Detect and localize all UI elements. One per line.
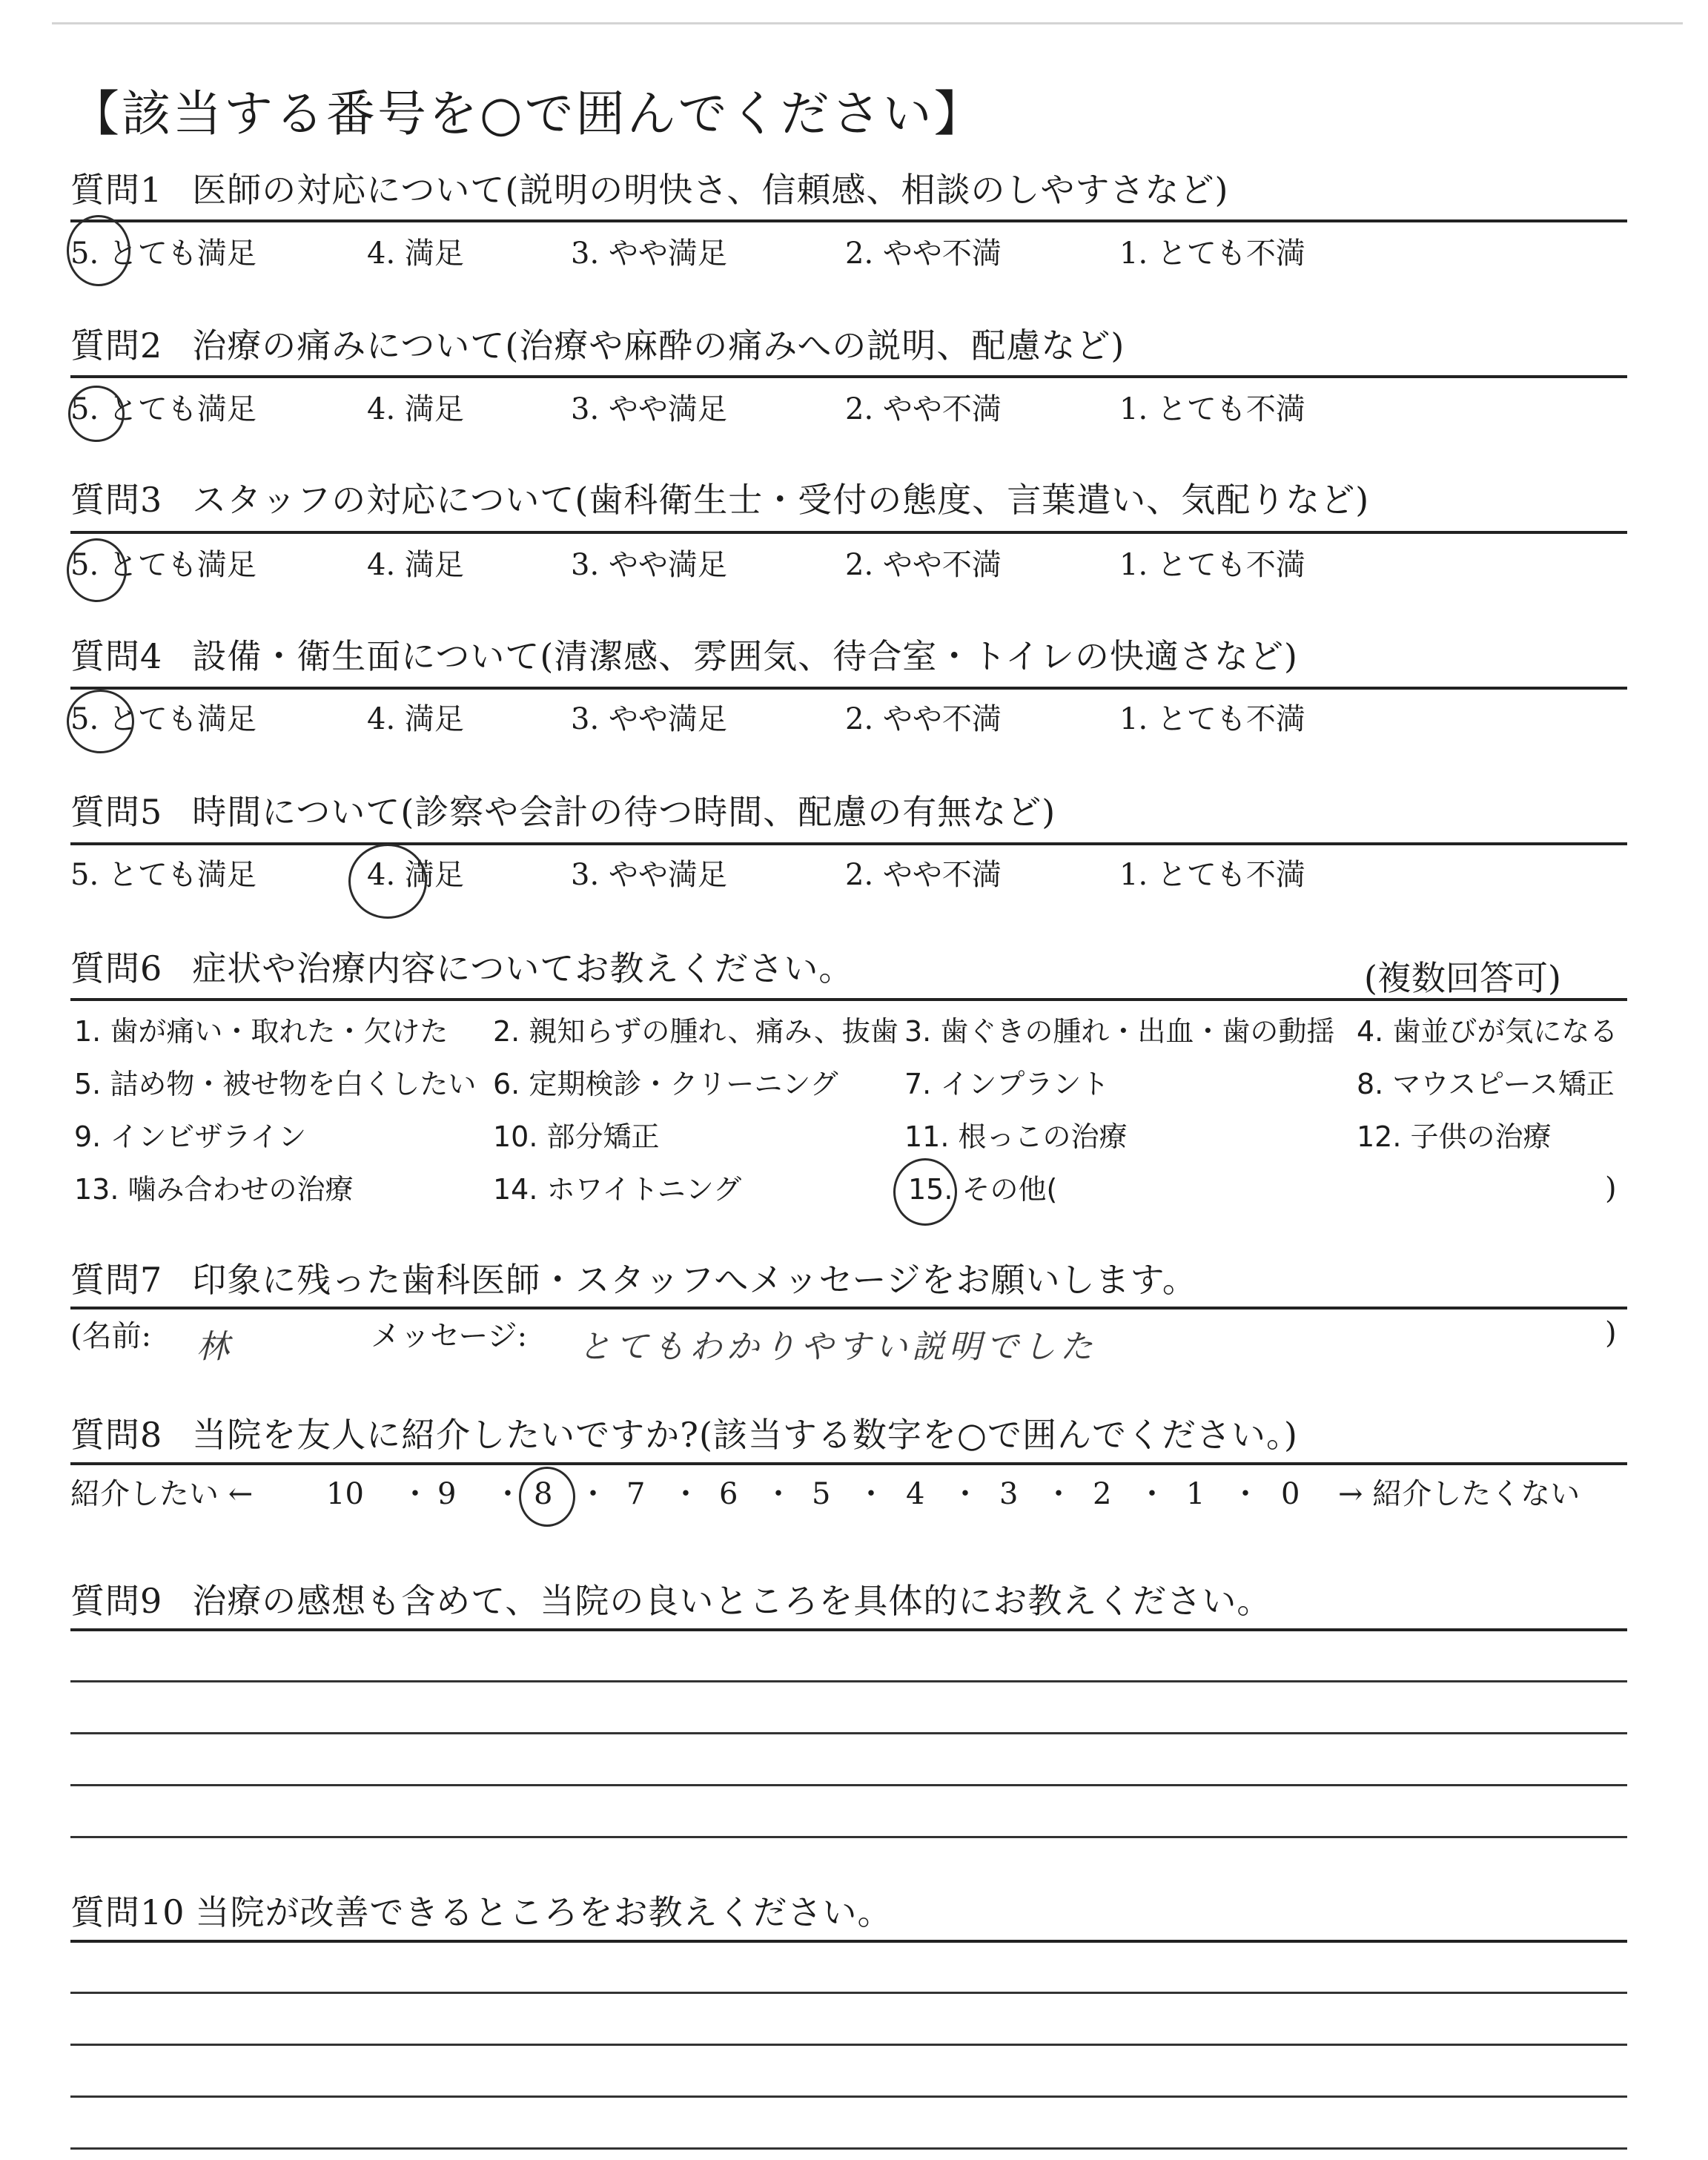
q8-right-label: → 紹介したくない [1338, 1477, 1580, 1511]
q8-scale-2[interactable]: 2 [1093, 1477, 1112, 1511]
question-label: 質問9 [70, 1581, 163, 1621]
q10-answer-line[interactable] [70, 1992, 1627, 1994]
q8-scale-10[interactable]: 10 [326, 1477, 364, 1511]
question-5-rule [70, 842, 1627, 845]
q8-selected-circle [519, 1467, 575, 1527]
q5-option-5[interactable]: 5. とても満足 [70, 858, 256, 892]
q5-option-2[interactable]: 2. やや不満 [845, 858, 1002, 892]
q6-selected-circle [893, 1158, 957, 1226]
q9-answer-line[interactable] [70, 1732, 1627, 1734]
q8-separator: ・ [856, 1477, 886, 1511]
q4-selected-circle [67, 690, 134, 753]
question-4-heading [70, 636, 1298, 676]
q8-scale-6[interactable]: 6 [719, 1477, 738, 1511]
question-3-rule [70, 531, 1627, 534]
question-label: 質問3 [70, 480, 163, 520]
q6-option-2[interactable]: 2. 親知らずの腫れ、痛み、抜歯 [493, 1015, 898, 1048]
q8-left-label: 紹介したい ← [70, 1477, 254, 1511]
q7-name-label: (名前: [70, 1319, 152, 1353]
q6-option-3[interactable]: 3. 歯ぐきの腫れ・出血・歯の動揺 [904, 1015, 1335, 1048]
question-9-rule [70, 1628, 1627, 1631]
q8-scale-8[interactable]: 8 [534, 1477, 553, 1511]
q4-option-4[interactable]: 4. 満足 [367, 702, 464, 736]
q2-option-2[interactable]: 2. やや不満 [845, 392, 1002, 426]
q8-scale-5[interactable]: 5 [812, 1477, 831, 1511]
question-label: 質問2 [70, 326, 163, 366]
question-text: 医師の対応について(説明の明快さ、信頼感、相談のしやすさなど) [192, 170, 1229, 210]
q8-separator: ・ [493, 1477, 523, 1511]
q3-option-2[interactable]: 2. やや不満 [845, 548, 1002, 582]
question-text: 時間について(診察や会計の待つ時間、配慮の有無など) [192, 792, 1056, 832]
q8-scale-0[interactable]: 0 [1281, 1477, 1300, 1511]
question-text: 症状や治療内容についてお教えください。 [192, 948, 854, 988]
question-10-heading [70, 1892, 893, 1932]
q3-option-3[interactable]: 3. やや満足 [571, 548, 727, 582]
q6-option-14[interactable]: 14. ホワイトニング [493, 1173, 742, 1206]
q7-name-value[interactable]: 林 [196, 1328, 229, 1366]
q2-option-4[interactable]: 4. 満足 [367, 392, 464, 426]
q8-separator: ・ [764, 1477, 793, 1511]
question-label: 質問6 [70, 948, 163, 988]
q8-scale-3[interactable]: 3 [999, 1477, 1019, 1511]
q7-close-paren: ) [1605, 1316, 1617, 1350]
q3-option-1[interactable]: 1. とても不満 [1119, 548, 1305, 582]
q10-answer-line[interactable] [70, 2147, 1627, 2150]
q1-option-1[interactable]: 1. とても不満 [1119, 237, 1305, 271]
q5-option-3[interactable]: 3. やや満足 [571, 858, 727, 892]
q8-scale-7[interactable]: 7 [626, 1477, 646, 1511]
q4-option-3[interactable]: 3. やや満足 [571, 702, 727, 736]
q6-option-6[interactable]: 6. 定期検診・クリーニング [493, 1068, 838, 1100]
question-1-rule [70, 219, 1627, 222]
page-title: 【該当する番号を○で囲んでください】 [70, 85, 985, 142]
q5-option-4[interactable]: 4. 満足 [367, 858, 464, 892]
question-text: 印象に残った歯科医師・スタッフへメッセージをお願いします。 [192, 1260, 1197, 1300]
q5-selected-circle [348, 844, 427, 919]
question-text: 当院を友人に紹介したいですか?(該当する数字を○で囲んでください。) [192, 1415, 1298, 1455]
q4-option-1[interactable]: 1. とても不満 [1119, 702, 1305, 736]
q6-other-close-paren: ) [1605, 1172, 1617, 1206]
q2-option-3[interactable]: 3. やや満足 [571, 392, 727, 426]
q6-option-1[interactable]: 1. 歯が痛い・取れた・欠けた [74, 1015, 448, 1048]
q3-option-4[interactable]: 4. 満足 [367, 548, 464, 582]
q5-option-1[interactable]: 1. とても不満 [1119, 858, 1305, 892]
question-1-heading [70, 170, 1229, 210]
question-label: 質問8 [70, 1415, 163, 1455]
q1-option-4[interactable]: 4. 満足 [367, 237, 464, 271]
q1-selected-circle [67, 215, 130, 286]
q1-option-3[interactable]: 3. やや満足 [571, 237, 727, 271]
q6-option-11[interactable]: 11. 根っこの治療 [904, 1120, 1128, 1153]
q8-scale-4[interactable]: 4 [906, 1477, 925, 1511]
question-10-rule [70, 1940, 1627, 1943]
question-9-heading [70, 1581, 1272, 1621]
q10-answer-line[interactable] [70, 2095, 1627, 2098]
q3-option-5[interactable]: 5. とても満足 [70, 548, 256, 582]
q6-option-7[interactable]: 7. インプラント [904, 1068, 1110, 1100]
q6-option-4[interactable]: 4. 歯並びが気になる [1357, 1015, 1618, 1048]
q1-option-5[interactable]: 5. とても満足 [70, 237, 256, 271]
q7-message-value[interactable]: とてもわかりやすい説明でした [578, 1328, 1097, 1366]
q9-answer-line[interactable] [70, 1680, 1627, 1682]
q2-selected-circle [68, 386, 125, 442]
question-6-heading [70, 948, 854, 988]
q2-option-1[interactable]: 1. とても不満 [1119, 392, 1305, 426]
q8-separator: ・ [1044, 1477, 1073, 1511]
question-label: 質問10 [70, 1892, 185, 1932]
question-8-rule [70, 1462, 1627, 1465]
multiple-answers-note: (複数回答可) [1364, 958, 1561, 998]
q6-option-10[interactable]: 10. 部分矯正 [493, 1120, 660, 1153]
q4-option-2[interactable]: 2. やや不満 [845, 702, 1002, 736]
question-text: 設備・衛生面について(清潔感、雰囲気、待合室・トイレの快適さなど) [192, 636, 1298, 676]
question-5-heading [70, 792, 1056, 832]
question-2-rule [70, 375, 1627, 378]
question-label: 質問1 [70, 170, 163, 210]
q8-separator: ・ [1137, 1477, 1167, 1511]
top-border [52, 22, 1683, 24]
question-label: 質問7 [70, 1260, 163, 1300]
question-text: 治療の感想も含めて、当院の良いところを具体的にお教えください。 [192, 1581, 1272, 1621]
question-7-heading [70, 1260, 1197, 1300]
q8-separator: ・ [400, 1477, 430, 1511]
q6-option-5[interactable]: 5. 詰め物・被せ物を白くしたい [74, 1068, 477, 1100]
q6-option-8[interactable]: 8. マウスピース矯正 [1357, 1068, 1615, 1100]
q6-option-12[interactable]: 12. 子供の治療 [1357, 1120, 1552, 1153]
q1-option-2[interactable]: 2. やや不満 [845, 237, 1002, 271]
q10-answer-line[interactable] [70, 2044, 1627, 2046]
question-text: スタッフの対応について(歯科衛生士・受付の態度、言葉遣い、気配りなど) [192, 480, 1370, 520]
question-8-heading [70, 1415, 1298, 1455]
q6-option-13[interactable]: 13. 噛み合わせの治療 [74, 1173, 354, 1206]
question-4-rule [70, 687, 1627, 690]
q6-option-9[interactable]: 9. インビザライン [74, 1120, 307, 1153]
question-label: 質問5 [70, 792, 163, 832]
question-3-heading [70, 480, 1370, 520]
q9-answer-line[interactable] [70, 1784, 1627, 1786]
q8-scale-9[interactable]: 9 [437, 1477, 457, 1511]
question-text: 治療の痛みについて(治療や麻酔の痛みへの説明、配慮など) [192, 326, 1125, 366]
q6-option-15[interactable]: 15. その他( [908, 1173, 1058, 1206]
question-7-rule [70, 1307, 1627, 1309]
q4-option-5[interactable]: 5. とても満足 [70, 702, 256, 736]
question-label: 質問4 [70, 636, 163, 676]
q8-separator: ・ [1231, 1477, 1260, 1511]
q3-selected-circle [67, 538, 127, 602]
question-6-rule [70, 998, 1627, 1001]
q8-separator: ・ [671, 1477, 701, 1511]
question-2-heading [70, 326, 1125, 366]
q9-answer-line[interactable] [70, 1836, 1627, 1838]
q8-separator: ・ [950, 1477, 980, 1511]
q2-option-5[interactable]: 5. とても満足 [70, 392, 256, 426]
question-text: 当院が改善できるところをお教えください。 [195, 1892, 893, 1932]
q8-separator: ・ [578, 1477, 608, 1511]
q8-scale-1[interactable]: 1 [1186, 1477, 1205, 1511]
q7-message-label: メッセージ: [371, 1319, 528, 1353]
